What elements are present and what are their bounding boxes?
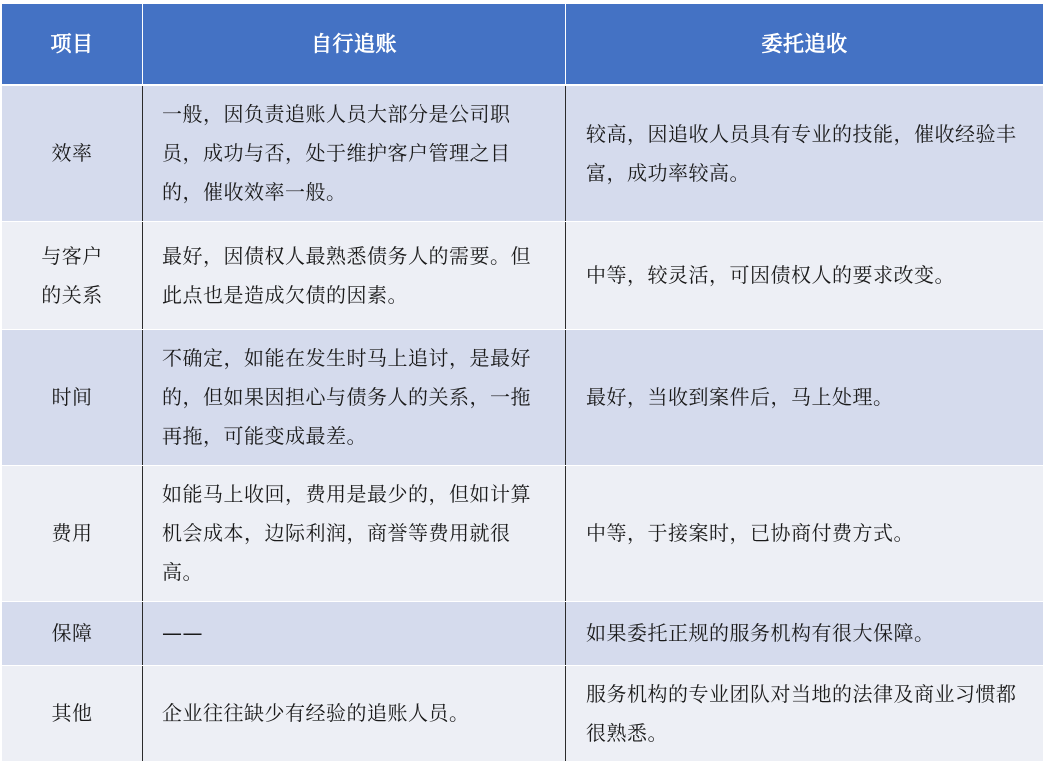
table-row (2, 330, 1043, 466)
row-agency-text: 服务机构的专业团队对当地的法律及商业习惯都很熟悉。 (586, 681, 1017, 745)
header-self-collection: 自行追账 (143, 4, 566, 84)
row-agency-text: 较高，因追收人员具有专业的技能，催收经验丰富，成功率较高。 (586, 121, 1017, 185)
row-agency-text: 中等，较灵活，可因债权人的要求改变。 (586, 263, 955, 287)
header-agency-collection: 委托追收 (761, 31, 848, 56)
row-self-text: 如能马上收回，费用是最少的，但如计算机会成本，边际利润，商誉等费用就很高。 (143, 466, 566, 601)
row-self-text: 不确定，如能在发生时马上追讨，是最好的，但如果因担心与债务人的关系，一拖再拖，可能变成最差。 (143, 330, 566, 465)
table-row (2, 666, 1043, 762)
table-row (2, 602, 1043, 666)
row-agency-text: 中等，于接案时，已协商付费方式。 (586, 521, 914, 545)
header-item: 项目 (2, 4, 143, 84)
row-item-label: 与客户的关系 (2, 222, 143, 329)
row-self-text: 企业往往缺少有经验的追账人员。 (143, 666, 566, 761)
row-agency-text: 如果委托正规的服务机构有很大保障。 (586, 621, 935, 645)
row-agency-text: 最好，当收到案件后，马上处理。 (586, 385, 894, 409)
row-self-text: —— (143, 602, 566, 665)
row-item-label: 时间 (2, 330, 143, 465)
row-self-text: 最好，因债权人最熟悉债务人的需要。但此点也是造成欠债的因素。 (143, 222, 566, 329)
table-row (2, 222, 1043, 330)
row-item-label: 保障 (2, 602, 143, 665)
row-item-label: 其他 (2, 666, 143, 761)
row-self-text: 一般，因负责追账人员大部分是公司职员，成功与否，处于维护客户管理之目的，催收效率一般。 (143, 86, 566, 221)
table-row (2, 86, 1043, 222)
row-item-label: 费用 (2, 466, 143, 601)
row-item-label: 效率 (2, 86, 143, 221)
table-row (2, 466, 1043, 602)
table-header-row (2, 4, 1043, 86)
comparison-table (2, 4, 1043, 762)
